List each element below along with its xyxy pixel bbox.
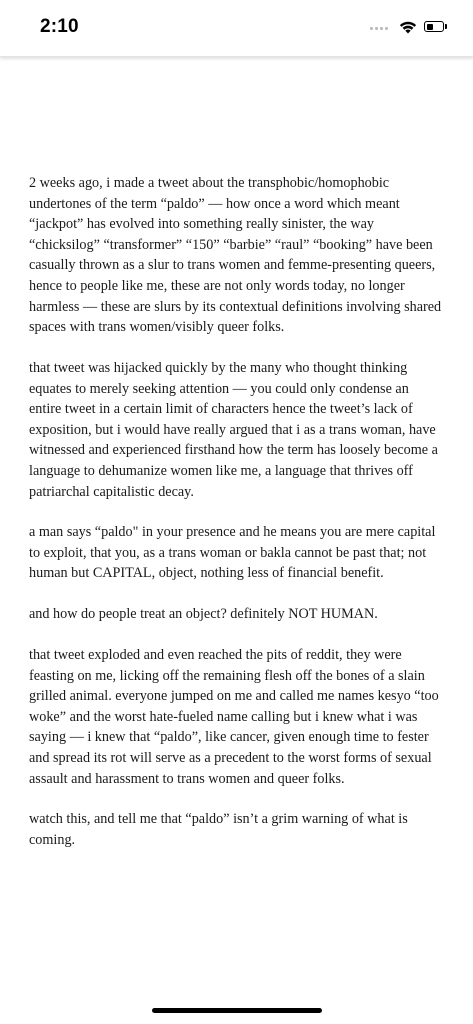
paragraph: 2 weeks ago, i made a tweet about the transphobic/homophobic undertones of the term “paldo” — how once a word which meant “jackpot” has evolved into something really sinister, the way “chicksilog” “transformer” “150” “barbie” “raul” “booking” have been casually thrown as a slur to trans women and femme-presenting queers, hence to people like me, these are not only words today, no longer harmless — these are slurs by its contextual definitions involving shared spaces with trans women/visibly queer folks.	[29, 175, 442, 336]
status-bar	[0, 0, 473, 57]
paragraph: a man says “paldo" in your presence and he means you are mere capital to exploit, that you, as a trans woman or bakla cannot be past that; not human but CAPITAL, object, nothing less of financial benefit.	[29, 524, 436, 582]
battery-level	[427, 24, 433, 30]
battery-icon	[424, 21, 444, 32]
paragraph: that tweet exploded and even reached the pits of reddit, they were feasting on me, licking off the remaining flesh off the bones of a slain grilled animal. everyone jumped on me and called me names kesyo “too woke” and the worst hate-fueled name calling but i knew what i was saying — i knew that “paldo”, like cancer, given enough time to fester and spread its rot will serve as a precedent to the worst forms of sexual assault and harassment to trans women and queer folks.	[29, 647, 439, 787]
signal-dots-icon	[370, 27, 388, 30]
home-indicator[interactable]	[152, 1008, 322, 1013]
battery-cap	[445, 24, 447, 29]
paragraph: watch this, and tell me that “paldo” isn’t a grim warning of what is coming.	[29, 811, 408, 848]
wifi-icon	[398, 20, 418, 39]
post-body	[29, 173, 444, 871]
paragraph: and how do people treat an object? definitely NOT HUMAN.	[29, 606, 378, 623]
status-time: 2:10	[40, 16, 79, 37]
paragraph: that tweet was hijacked quickly by the many who thought thinking equates to merely seeking attention — you could only condense an entire tweet in a certain limit of characters hence the tweet’s lack of exposition, but i would have really argued that i as a trans woman, have witnessed and experienced firsthand how the term has loosely become a language to dehumanize women like me, a language that thrives off patriarchal capitalistic decay.	[29, 359, 438, 500]
